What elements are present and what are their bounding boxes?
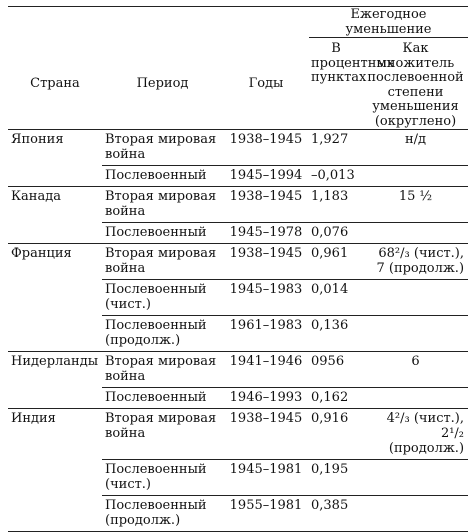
cell-mult bbox=[363, 316, 468, 352]
cell-period: Вторая мировая война bbox=[102, 187, 223, 223]
header-spacer bbox=[8, 7, 102, 38]
cell-years: 1938–1945 bbox=[229, 132, 303, 147]
mult-line: 2¹/₂ (продолж.) bbox=[388, 426, 465, 456]
cell-period: Послевоенный (чист.) bbox=[102, 280, 223, 316]
cell-mult bbox=[363, 496, 468, 532]
cell-pct: 0956 bbox=[309, 352, 363, 388]
cell-mult: 6 bbox=[363, 352, 468, 388]
header-years: Годы bbox=[223, 38, 309, 130]
cell-mult bbox=[363, 409, 468, 460]
table-row bbox=[8, 223, 468, 244]
cell-country: Япония bbox=[11, 132, 64, 147]
cell-years: 1938–1945 bbox=[223, 409, 309, 460]
table-row bbox=[8, 130, 468, 166]
cell-country: Индия bbox=[8, 409, 102, 460]
cell-pct: 0,162 bbox=[309, 388, 363, 409]
cell-pct: –0,013 bbox=[309, 166, 363, 187]
cell-country bbox=[8, 388, 102, 409]
cell-pct: 0,136 bbox=[309, 316, 363, 352]
cell-period: Послевоенный (продолж.) bbox=[102, 316, 223, 352]
table-row bbox=[8, 187, 468, 223]
cell-period: Послевоенный (чист.) bbox=[102, 460, 223, 496]
cell-pct: 0,916 bbox=[309, 409, 363, 460]
table-row bbox=[8, 352, 468, 388]
decrease-table bbox=[8, 6, 468, 532]
cell-country bbox=[8, 166, 102, 187]
cell-years: 1941–1946 bbox=[223, 352, 309, 388]
cell-mult bbox=[363, 166, 468, 187]
cell-years: 1945–1983 bbox=[223, 280, 309, 316]
cell-pct: 0,961 bbox=[309, 244, 363, 280]
cell-mult bbox=[363, 244, 468, 280]
mult-line: 68²/₃ (чист.), bbox=[378, 246, 465, 261]
cell-years: 1945–1994 bbox=[223, 166, 309, 187]
cell-pct: 0,076 bbox=[309, 223, 363, 244]
cell-country bbox=[8, 223, 102, 244]
cell-period: Послевоенный (продолж.) bbox=[102, 496, 223, 532]
cell-mult bbox=[363, 388, 468, 409]
header-multiplier: Как множитель послевоенной степени уменьшения (округлено) bbox=[363, 38, 468, 130]
cell-period: Послевоенный bbox=[102, 388, 223, 409]
cell-period: Вторая мировая война bbox=[102, 244, 223, 280]
cell-mult: н/д bbox=[404, 132, 427, 147]
cell-country bbox=[8, 316, 102, 352]
cell-pct: 1,183 bbox=[309, 187, 363, 223]
cell-country bbox=[8, 280, 102, 316]
cell-country bbox=[8, 496, 102, 532]
cell-years: 1938–1945 bbox=[223, 187, 309, 223]
cell-period: Послевоенный bbox=[102, 166, 223, 187]
mult-line: 7 (продолж.) bbox=[376, 261, 465, 276]
header-pct-points: В процентных пунктах bbox=[309, 38, 363, 130]
table-row bbox=[8, 409, 468, 460]
header-country: Страна bbox=[8, 38, 102, 130]
cell-pct: 1,927 bbox=[311, 132, 349, 147]
cell-mult bbox=[363, 223, 468, 244]
cell-years: 1945–1978 bbox=[223, 223, 309, 244]
cell-pct: 0,385 bbox=[309, 496, 363, 532]
cell-mult bbox=[363, 460, 468, 496]
header-annual-decrease: Ежегодное уменьшение bbox=[309, 7, 468, 38]
cell-pct: 0,195 bbox=[309, 460, 363, 496]
cell-years: 1946–1993 bbox=[223, 388, 309, 409]
header-period: Период bbox=[102, 38, 223, 130]
cell-country bbox=[8, 460, 102, 496]
table-row bbox=[8, 244, 468, 280]
cell-years: 1961–1983 bbox=[223, 316, 309, 352]
cell-period: Вторая мировая война bbox=[105, 132, 217, 162]
cell-country: Нидерланды bbox=[8, 352, 102, 388]
table-row bbox=[8, 496, 468, 532]
table-row bbox=[8, 166, 468, 187]
cell-mult bbox=[363, 280, 468, 316]
table-row bbox=[8, 388, 468, 409]
table-row bbox=[8, 460, 468, 496]
table-row bbox=[8, 316, 468, 352]
mult-line: 4²/₃ (чист.), bbox=[386, 411, 465, 426]
cell-period: Вторая мировая война bbox=[102, 352, 223, 388]
cell-country: Франция bbox=[8, 244, 102, 280]
cell-years: 1938–1945 bbox=[223, 244, 309, 280]
header-spacer bbox=[223, 7, 309, 38]
cell-years: 1955–1981 bbox=[223, 496, 309, 532]
cell-mult: 15 ½ bbox=[363, 187, 468, 223]
cell-period: Послевоенный bbox=[102, 223, 223, 244]
cell-pct: 0,014 bbox=[309, 280, 363, 316]
cell-years: 1945–1981 bbox=[223, 460, 309, 496]
table-row bbox=[8, 280, 468, 316]
cell-period: Вторая мировая война bbox=[102, 409, 223, 460]
cell-country: Канада bbox=[8, 187, 102, 223]
header-spacer bbox=[102, 7, 223, 38]
